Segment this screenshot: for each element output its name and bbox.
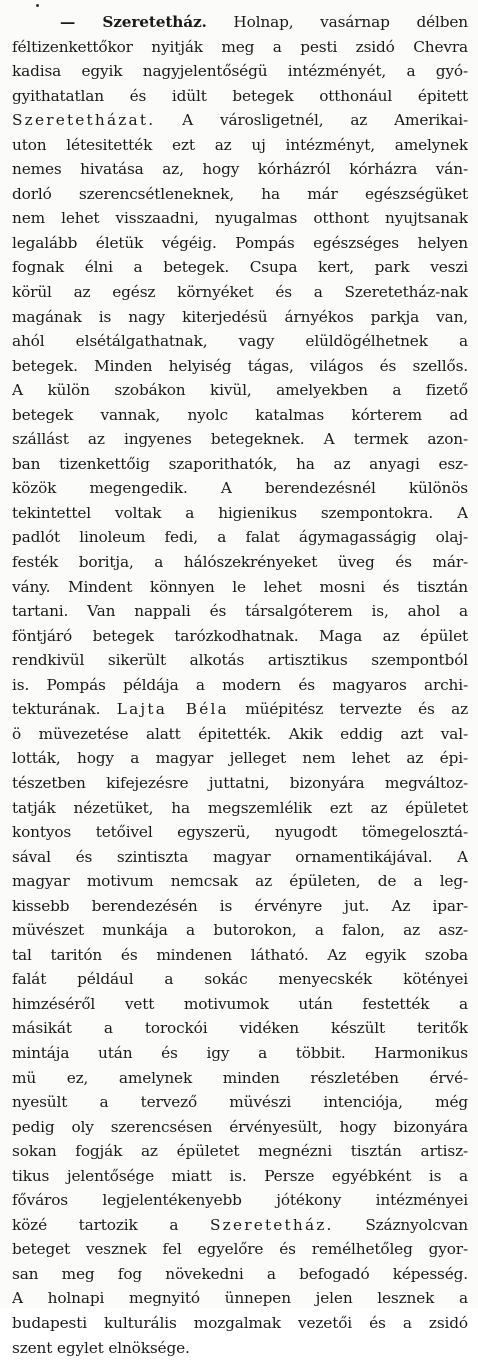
spaced-name-szeretethazat: Szeretetházat. xyxy=(12,111,156,130)
article-line: ahól elsétálgathatnak, vagy elüldögélhetnek a xyxy=(12,332,468,351)
article-line: tatják nézetüket, ha megszemlélik ezt az épületet xyxy=(12,798,468,817)
article-line: kadisa egyik nagyjelentőségü intézményét, a gyó- xyxy=(12,62,468,81)
article-line: rendkivül sikerült alkotás artisztikus szempontból xyxy=(12,651,468,670)
article-line: mintája után és igy a többit. Harmonikus xyxy=(12,1043,468,1062)
article-line: is. Pompás példája a modern és magyaros archi- xyxy=(12,675,468,694)
article-line: mü ez, amelynek minden részletében érvé- xyxy=(12,1068,468,1087)
article-line: A holnapi megnyitó ünnepen jelen lesznek a xyxy=(12,1289,468,1308)
article-line: ban tizenkettőig szaporithatók, ha az anyagi esz- xyxy=(12,454,468,473)
article-line: magyar motivum nemcsak az épületen, de a leg- xyxy=(12,872,468,891)
article-line: uton létesitették ezt az uj intézményt, amelynek xyxy=(12,135,468,154)
article-line: A külön szobákon kivül, amelyekben a fizető xyxy=(12,381,468,400)
article-line: dorló szerencsétleneknek, ha már egészségüket xyxy=(12,184,468,203)
article-line: betegek vannak, nyolc katalmas kórterem ad xyxy=(12,405,468,424)
article-line: tal taritón és mindenen látható. Az egyik szoba xyxy=(12,945,468,964)
article-line: müvészet munkája a butorokon, a falon, az asz- xyxy=(12,921,468,940)
spaced-name-szeretethaz: Szeretetház. xyxy=(210,1215,334,1234)
article-line: lották, hogy a magyar jelleget nem lehet az épi- xyxy=(12,749,468,768)
article-line: tartani. Van nappali és társalgóterem is, ahol a xyxy=(12,602,468,621)
article-line: tikus jelentősége miatt is. Persze egyébként is a xyxy=(12,1166,468,1185)
article-line: himzéséről vett motivumok után festették a xyxy=(12,994,468,1013)
article-line: nyesült a tervező müvészi intenciója, még xyxy=(12,1093,468,1112)
article-line: főváros legjelentékenyebb jótékony intézményei xyxy=(12,1191,468,1210)
article-line-1: — Szeretetház. Holnap, vasárnap délben xyxy=(60,13,468,31)
article-line: ö müvezetése alatt épitették. Akik eddig azt val- xyxy=(12,724,468,743)
print-speck xyxy=(36,4,39,7)
article-line: betegek. Minden helyiség tágas, világos és szellős. xyxy=(12,356,468,375)
spaced-name-lajta-bela: Lajta Béla xyxy=(116,700,229,719)
article-line: tészetben kifejezésre juttatni, bizonyára megváltoz- xyxy=(12,773,468,792)
article-line: föntjáró betegek tarózkodhatnak. Maga az épület xyxy=(12,626,468,645)
article-line: legalább életük végéig. Pompás egészséges helyen xyxy=(12,233,468,252)
article-line: beteget vesznek fel egyelőre és remélhetőleg gyor- xyxy=(12,1240,468,1259)
article-line: festék boritja, a hálószekrényeket üveg és már- xyxy=(12,553,468,572)
article-line: sával és szintiszta magyar ornamentikájával. A xyxy=(12,847,468,866)
article-line: kontyos tetőivel egyszerü, nyugodt tömegelosztá- xyxy=(12,823,468,842)
article-line: másikát a torockói vidéken készült teritők xyxy=(12,1019,468,1038)
article-line: tekintettel voltak a higienikus szempontokra. A xyxy=(12,503,468,522)
article-line: kissebb berendezésén is érvényre jut. Az ipar- xyxy=(12,896,468,915)
article-line: sokan fogják az épületet megnézni tisztán artisz- xyxy=(12,1142,468,1161)
article-line: tekturának. Lajta Béla müépitész tervezte és az xyxy=(12,700,468,719)
article-heading: — Szeretetház. xyxy=(60,13,207,31)
article-line: féltizenkettőkor nyitják meg a pesti zsidó Chevra xyxy=(12,37,468,56)
article-line: közök megengedik. A berendezésnél különös xyxy=(12,479,468,498)
article-line: magának is nagy kiterjedésü árnyékos parkja van, xyxy=(12,307,468,326)
article-line: vány. Mindent könnyen le lehet mosni és tisztán xyxy=(12,577,468,596)
article-line: padlót linoleum fedi, a falat ágymagasságig olaj- xyxy=(12,528,468,547)
article-line: szent egylet elnöksége. xyxy=(12,1338,190,1357)
article-line: fognak élni a betegek. Csupa kert, park veszi xyxy=(12,258,468,277)
article-line: san meg fog növekedni a befogadó képesség. xyxy=(12,1264,468,1283)
article-line: szállást az ingyenes betegeknek. A termek azon- xyxy=(12,430,468,449)
article-szeretethaz xyxy=(12,10,468,1360)
article-line: budapesti kulturális mozgalmak vezetői és a zsidó xyxy=(12,1313,468,1332)
article-line: közé tartozik a Szeretetház. Száznyolcvan xyxy=(12,1215,468,1234)
article-line: nemes hivatása az, hogy kórházról kórházra ván- xyxy=(12,160,468,179)
article-line: falát például a sokác menyecskék kötényei xyxy=(12,970,468,989)
article-line: körül az egész környéket és a Szeretetház-nak xyxy=(12,283,468,302)
article-line: pedig oly szerencsésen érvényesült, hogy bizonyára xyxy=(12,1117,468,1136)
article-line: gyithatatlan és idült betegek otthonául épitett xyxy=(12,86,468,105)
article-line: Szeretetházat. A városligetnél, az Amerikai- xyxy=(12,111,468,130)
article-line: nem lehet visszaadni, nyugalmas otthont nyujtsanak xyxy=(12,209,468,228)
